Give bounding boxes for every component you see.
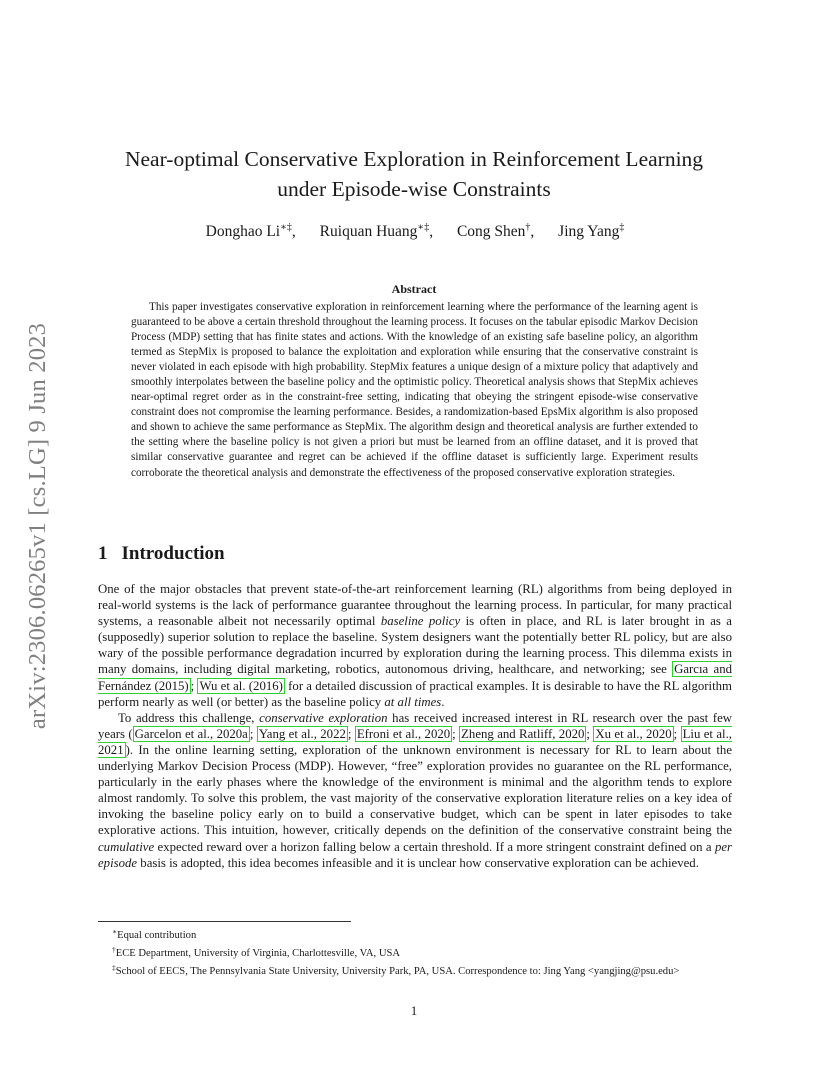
author-separator: , <box>530 223 535 240</box>
section-title: Introduction <box>121 543 225 564</box>
title-line-2: under Episode-wise Constraints <box>277 177 551 201</box>
citation-year: (2015) <box>154 678 189 693</box>
abstract-body <box>131 300 698 481</box>
footnote-text: Equal contribution <box>117 930 197 941</box>
intro-emphasis: per episode <box>98 839 732 870</box>
intro-text: One of the major obstacles that prevent state-of-the-art reinforcement learning (RL) algorithms from being deployed in real-world systems is the lack of performance guarantee throughout the learning process. In particular, for many practical systems, a reasonable albeit not necessarily optimal <box>98 582 732 629</box>
intro-emphasis: conservative exploration <box>259 710 388 725</box>
footnote-text: ECE Department, University of Virginia, Charlottesville, VA, USA <box>115 948 401 960</box>
arxiv-identifier-stamp <box>24 296 52 756</box>
footnote-mark: ‡ <box>112 963 116 973</box>
footnote-divider <box>98 921 351 922</box>
abstract-text: This paper investigates conservative exploration in reinforcement learning where the performance of the learning agent is guaranteed to be above a certain threshold throughout the learning process. It focuses on the tabular episodic Markov Decision Process (MDP) setting that has finite states and actions. With the knowledge of an existing safe baseline policy, an algorithm termed as StepMix is proposed to balance the exploitation and exploration while ensuring that the conservative constraint is never violated in each episode with high probability. StepMix features a unique design of a mixture policy that adaptively and smoothly interpolates between the baseline policy and the optimistic policy. Theoretical analysis shows that StepMix achieves near-optimal regret order as in the constraint-free setting, indicating that obeying the stringent episode-wise conservative constraint does not compromise the learning performance. Besides, a randomization-based EpsMix algorithm is also proposed and shown to achieve the same performance as StepMix. The algorithm design and theoretical analysis are further extended to the setting where the baseline policy is not given a priori but must be learned from an offline dataset, and it is proved that similar conservative guarantee and regret can be achieved if the offline dataset is sufficiently large. Experiment results corroborate the theoretical analysis and demonstrate the effectiveness of the proposed conservative exploration strategies. <box>131 301 698 479</box>
citation-link[interactable]: Zheng and Ratliff, 2020 <box>461 726 585 741</box>
author-affiliation-mark: ‡ <box>619 222 625 233</box>
intro-text: expected reward over a horizon falling below a certain threshold. If a more stringent constraint defined on a <box>154 839 715 854</box>
author-2 <box>320 223 433 240</box>
citation-link[interactable]: Xu et al., 2020 <box>595 726 672 741</box>
intro-paragraph-2 <box>98 710 732 871</box>
section-number: 1 <box>98 543 108 564</box>
citation-separator: ; <box>452 726 460 741</box>
citation-separator: ; <box>673 726 681 741</box>
citation-link[interactable]: Liu et al., 2021 <box>98 726 732 757</box>
intro-emphasis: at all times <box>384 694 442 709</box>
intro-text: ). In the online learning setting, exploration of the unknown environment is necessary for RL to learn about the underlying Markov Decision Process (MDP). However, “free” exploration provides no guarantee on the RL performance, particularly in the early phases where the knowledge of the environment is minimal and the algorithm tends to explore almost randomly. To solve this problem, the vast majority of the conservative exploration literature relies on a key idea of invoking the baseline policy early on to build a conservative budget, which can be spent in later episodes to take explorative actions. This intuition, however, critically depends on the definition of the conservative constraint being the <box>98 742 732 838</box>
author-name: Ruiquan Huang <box>319 223 418 240</box>
intro-text: basis is adopted, this idea becomes infeasible and it is unclear how conservative exploration can be achieved. <box>137 855 699 870</box>
citation-link[interactable]: Yang et al., 2022 <box>258 726 346 741</box>
intro-text: ; <box>190 678 198 693</box>
author-name: Jing Yang <box>558 223 620 240</box>
citation-link[interactable]: Efroni et al., 2020 <box>356 726 451 741</box>
intro-text: . <box>441 694 445 709</box>
citation-author: Wu et al. <box>199 678 246 693</box>
section-heading-introduction <box>98 543 225 565</box>
author-separator: , <box>429 223 434 240</box>
arxiv-identifier-text: arXiv:2306.06265v1 [cs.LG] 9 Jun 2023 <box>24 322 51 730</box>
footnote-mark: ∗ <box>112 927 118 936</box>
intro-text: is often in place, and RL is later brought in as a (supposedly) superior solution to replace the baseline. System designers want the potentially better RL policy, but are also wary of the possible performance degradation incurred by exploration during the learning process. This dilemma exists in many domains, including digital marketing, robotics, autonomous driving, healthcare, and networking; see <box>98 614 732 677</box>
intro-paragraph-1 <box>98 581 732 710</box>
author-affiliation-mark: † <box>525 222 531 233</box>
author-list <box>120 222 710 241</box>
intro-emphasis: baseline policy <box>380 614 461 629</box>
footnote-3 <box>98 961 732 979</box>
citation-author: Garcıa and Fernández <box>98 662 732 693</box>
author-affiliation-mark: ∗‡ <box>280 222 292 233</box>
page-number: 1 <box>410 1003 418 1018</box>
citation-separator: ; <box>586 726 594 741</box>
intro-text: for a detailed discussion of practical examples. It is desirable to have the RL algorithm perform nearly as well (or better) as the baseline policy <box>98 678 732 709</box>
author-name: Cong Shen <box>456 223 526 240</box>
author-4 <box>558 223 624 240</box>
intro-text: has received increased interest in RL research over the past few years ( <box>98 710 732 741</box>
author-3 <box>457 223 534 240</box>
footnotes <box>98 925 732 980</box>
citation-separator: ; <box>347 726 355 741</box>
paper-title <box>60 144 768 204</box>
author-separator: , <box>291 223 296 240</box>
footnote-1 <box>98 925 732 943</box>
author-1 <box>206 223 296 240</box>
footnote-2 <box>98 943 732 961</box>
author-name: Donghao Li <box>205 223 281 240</box>
citation-separator: ; <box>249 726 257 741</box>
intro-text: To address this challenge, <box>118 710 260 725</box>
intro-emphasis: cumulative <box>98 839 155 854</box>
introduction-body <box>98 581 732 871</box>
citation-link[interactable] <box>197 678 284 694</box>
citation-year: (2016) <box>248 678 283 693</box>
author-affiliation-mark: ∗‡ <box>417 222 430 233</box>
footnote-text: School of EECS, The Pennsylvania State University, University Park, PA, USA. Correspondence to: Jing Yang <yangjing@psu.edu> <box>115 966 680 978</box>
citation-link[interactable]: Garcelon et al., 2020a <box>134 726 248 741</box>
title-line-1: Near-optimal Conservative Exploration in Reinforcement Learning <box>124 147 704 171</box>
footnote-mark: † <box>112 945 116 955</box>
abstract-heading: Abstract <box>391 282 437 296</box>
